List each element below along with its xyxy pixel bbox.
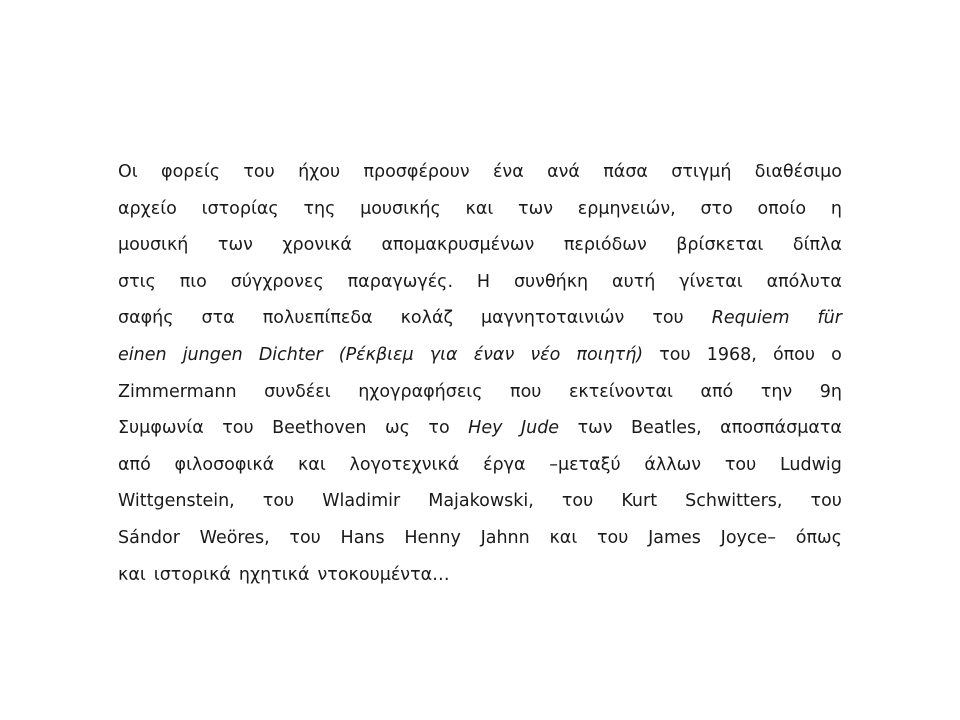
word: μαγνητοταινιών	[481, 308, 625, 329]
word: όπου	[772, 344, 816, 365]
word: Joyce–	[720, 527, 777, 548]
word: Sándor	[118, 527, 180, 548]
word: δίπλα	[792, 235, 842, 256]
word: βρίσκεται	[676, 235, 764, 256]
word: Weöres,	[199, 527, 270, 548]
word: 1968,	[706, 344, 757, 365]
word: χρονικά	[282, 235, 352, 256]
italic-word: για	[429, 344, 458, 365]
word: περιόδων	[563, 235, 647, 256]
word: του	[243, 162, 275, 182]
word: ηχογραφήσεις	[358, 381, 483, 402]
text-line	[118, 264, 842, 301]
word: στο	[700, 198, 733, 219]
word: ως	[385, 418, 410, 439]
word: ντοκουμέντα…	[317, 564, 450, 585]
text-line	[118, 374, 842, 411]
word: την	[760, 381, 793, 402]
word: του	[262, 491, 295, 512]
italic-word: Jude	[520, 418, 560, 439]
word: έργα	[483, 454, 526, 475]
word: Henny	[404, 527, 461, 548]
word: από	[118, 454, 151, 475]
word: συνδέει	[264, 381, 331, 402]
word: σύγχρονες	[230, 271, 324, 292]
word: οποίο	[757, 198, 807, 219]
word: Zimmermann	[118, 381, 237, 402]
word: ο	[831, 344, 842, 365]
word: ερμηνειών,	[577, 198, 676, 219]
italic-word: Hey	[468, 418, 503, 439]
word: κολάζ	[400, 308, 454, 329]
text-line	[118, 337, 842, 374]
word: άλλων	[644, 454, 702, 475]
text-line	[118, 520, 842, 557]
word: του	[561, 491, 594, 512]
word: ήχου	[298, 162, 341, 182]
word: Οι	[118, 162, 138, 182]
italic-word: für	[817, 308, 842, 329]
word: του	[659, 344, 691, 365]
word: του	[222, 418, 254, 439]
word: του	[810, 491, 842, 512]
word: γίνεται	[679, 271, 743, 292]
word: απόλυτα	[766, 271, 842, 292]
italic-word: einen	[118, 344, 167, 365]
word: φορείς	[161, 162, 221, 182]
word: του	[652, 308, 684, 329]
italic-word: Requiem	[711, 308, 790, 329]
italic-word: ποιητή)	[576, 344, 644, 365]
word: από	[700, 381, 734, 402]
word: ανά	[547, 162, 580, 182]
word: το	[428, 418, 450, 439]
body-paragraph	[118, 154, 842, 593]
word: Wladimir	[322, 491, 401, 512]
word: μουσικής	[360, 198, 441, 219]
word: Jahnn	[480, 527, 530, 548]
word: στιγμή	[671, 162, 732, 182]
text-line	[118, 557, 842, 594]
italic-word: έναν	[473, 344, 515, 365]
word: όπως	[795, 527, 842, 548]
word: στα	[201, 308, 235, 329]
word: λογοτεχνικά	[349, 454, 460, 475]
word: Συμφωνία	[118, 418, 204, 439]
italic-word: νέο	[530, 344, 561, 365]
word: εκτείνονται	[568, 381, 673, 402]
italic-word: (Ρέκβιεμ	[338, 344, 414, 365]
word: Hans	[340, 527, 385, 548]
word: και	[465, 198, 494, 219]
word: του	[596, 527, 629, 548]
text-line	[118, 447, 842, 484]
word: και	[118, 564, 146, 585]
word: James	[648, 527, 701, 548]
text-line	[118, 410, 842, 447]
word: απομακρυσμένων	[381, 235, 535, 256]
word: Beatles,	[631, 418, 702, 439]
word: των	[217, 235, 253, 256]
text-line	[118, 191, 842, 228]
text-line	[118, 154, 842, 191]
word: Schwitters,	[685, 491, 783, 512]
word: πάσα	[603, 162, 648, 182]
text-line	[118, 483, 842, 520]
word: στις	[118, 271, 156, 292]
italic-word: jungen	[182, 344, 243, 365]
word: του	[289, 527, 321, 548]
word: πιο	[179, 271, 207, 292]
word: ηχητικά	[238, 564, 310, 585]
word: ένα	[492, 162, 524, 182]
word: –μεταξύ	[549, 454, 621, 475]
word: σαφής	[118, 308, 174, 329]
text-line	[118, 227, 842, 264]
word: μουσική	[118, 235, 189, 256]
word: της	[303, 198, 336, 219]
word: Beethoven	[272, 418, 367, 439]
word: Kurt	[621, 491, 658, 512]
word: των	[577, 418, 613, 439]
word: Η	[476, 271, 491, 292]
word: 9η	[819, 381, 842, 402]
word: που	[510, 381, 542, 402]
word: συνθήκη	[513, 271, 589, 292]
word: και	[549, 527, 578, 548]
word: και	[297, 454, 326, 475]
word: αυτή	[612, 271, 656, 292]
word: παραγωγές.	[347, 271, 454, 292]
word: πολυεπίπεδα	[262, 308, 373, 329]
italic-word: Dichter	[258, 344, 323, 365]
word: των	[518, 198, 553, 219]
word: διαθέσιμο	[754, 162, 842, 182]
word: προσφέρουν	[363, 162, 470, 182]
text-line	[118, 300, 842, 337]
word: η	[830, 198, 842, 219]
word: φιλοσοφικά	[174, 454, 275, 475]
word: του	[724, 454, 757, 475]
word: αρχείο	[118, 198, 177, 219]
word: Wittgenstein,	[118, 491, 235, 512]
word: ιστορίας	[201, 198, 279, 219]
word: Majakowski,	[428, 491, 534, 512]
word: ιστορικά	[153, 564, 231, 585]
word: αποσπάσματα	[720, 418, 842, 439]
word: Ludwig	[779, 454, 842, 475]
